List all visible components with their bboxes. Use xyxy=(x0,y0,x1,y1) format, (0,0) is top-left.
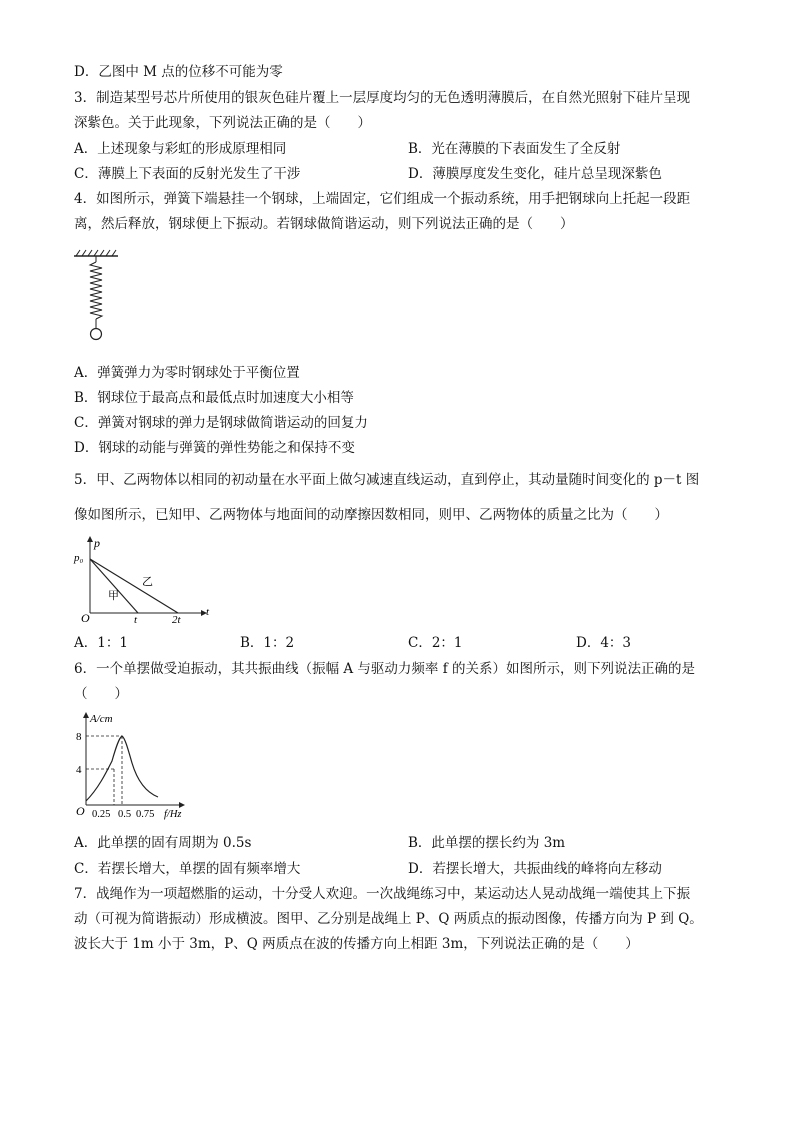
origin-label: O xyxy=(81,611,90,625)
q6-option-b: B．此单摆的摆长约为 3m xyxy=(408,835,566,851)
q7-stem-line3: 波长大于 1m 小于 3m，P、Q 两质点在波的传播方向上相距 3m，下列说法正确的是（ ） xyxy=(74,936,639,952)
q5-option-b: B．1：2 xyxy=(240,635,295,651)
q3-option-d: D．薄膜厚度发生变化，硅片总呈现深紫色 xyxy=(408,166,662,182)
q3-option-a: A．上述现象与彩虹的形成原理相同 xyxy=(74,141,287,157)
q6-option-d: D．若摆长增大，共振曲线的峰将向左移动 xyxy=(408,861,662,877)
p0-label: p₀ xyxy=(74,552,84,564)
q3-option-c: C．薄膜上下表面的反射光发生了干涉 xyxy=(74,166,301,182)
p-t-graph xyxy=(72,533,212,625)
q3-stem-line2: 深紫色。关于此现象，下列说法正确的是（ ） xyxy=(74,115,371,131)
jia-label: 甲 xyxy=(108,590,119,602)
q3-option-b: B．光在薄膜的下表面发生了全反射 xyxy=(408,141,621,157)
q7-stem-line1: 7．战绳作为一项超燃脂的运动，十分受人欢迎。一次战绳练习中，某运动达人晃动战绳一端使其上下振 xyxy=(74,886,691,902)
q6-option-a: A．此单摆的固有周期为 0.5s xyxy=(74,835,252,851)
q6-stem-line1: 6．一个单摆做受迫振动，其共振曲线（振幅 A 与驱动力频率 f 的关系）如图所示，则下列说法正确的是 xyxy=(74,661,695,677)
q5-option-a: A．1：1 xyxy=(74,635,128,651)
q5-stem-line1: 5．甲、乙两物体以相同的初动量在水平面上做匀减速直线运动，直到停止，其动量随时间变化的 p－t 图 xyxy=(74,472,700,488)
q5-option-c: C．2：1 xyxy=(408,635,463,651)
q3-stem-line1: 3．制造某型号芯片所使用的银灰色硅片覆上一层厚度均匀的无色透明薄膜后，在自然光照射下硅片呈现 xyxy=(74,90,691,106)
q2-option-d: D．乙图中 M 点的位移不可能为零 xyxy=(74,64,283,80)
x-tick-05: 0.5 xyxy=(118,809,132,820)
q7-stem-line2: 动（可视为简谐振动）形成横波。图甲、乙分别是战绳上 P、Q 两质点的振动图像，传播方向为 P 到 Q。 xyxy=(74,911,703,927)
q5-option-d: D．4：3 xyxy=(576,635,632,651)
y-axis-label: A/cm xyxy=(90,713,113,725)
q6-option-c: C．若摆长增大，单摆的固有频率增大 xyxy=(74,861,301,877)
line-jia xyxy=(90,559,138,613)
y-tick-8: 8 xyxy=(76,731,82,743)
q4-option-a: A．弹簧弹力为零时钢球处于平衡位置 xyxy=(74,365,300,381)
q4-option-b: B．钢球位于最高点和最低点时加速度大小相等 xyxy=(74,390,354,406)
x-tick-075: 0.75 xyxy=(136,809,155,820)
t2-label: 2t xyxy=(172,614,181,625)
q4-stem-line1: 4．如图所示，弹簧下端悬挂一个钢球，上端固定，它们组成一个振动系统，用手把钢球向上托起一段距 xyxy=(74,191,691,207)
q6-stem-line2: （ ） xyxy=(74,686,128,702)
p-axis-label: p xyxy=(94,536,100,550)
spring-ball-diagram xyxy=(72,248,124,348)
q4-option-d: D．钢球的动能与弹簧的弹性势能之和保持不变 xyxy=(74,440,355,456)
q5-stem-line2: 像如图所示，已知甲、乙两物体与地面间的动摩擦因数相同，则甲、乙两物体的质量之比为（ ） xyxy=(74,507,668,523)
q4-stem-line2: 离，然后释放，钢球便上下振动。若钢球做简谐运动，则下列说法正确的是（ ） xyxy=(74,216,574,232)
origin-label: O xyxy=(76,804,85,818)
x-axis-label: f/Hz xyxy=(164,809,182,820)
t1-label: t xyxy=(134,614,138,625)
q4-option-c: C．弹簧对钢球的弹力是钢球做简谐运动的回复力 xyxy=(74,415,368,431)
resonance-curve-graph xyxy=(72,711,192,823)
t-axis-label: t xyxy=(206,606,210,618)
y-tick-4: 4 xyxy=(76,764,82,776)
yi-label: 乙 xyxy=(142,576,153,588)
line-yi xyxy=(90,559,178,613)
x-tick-025: 0.25 xyxy=(92,809,111,820)
